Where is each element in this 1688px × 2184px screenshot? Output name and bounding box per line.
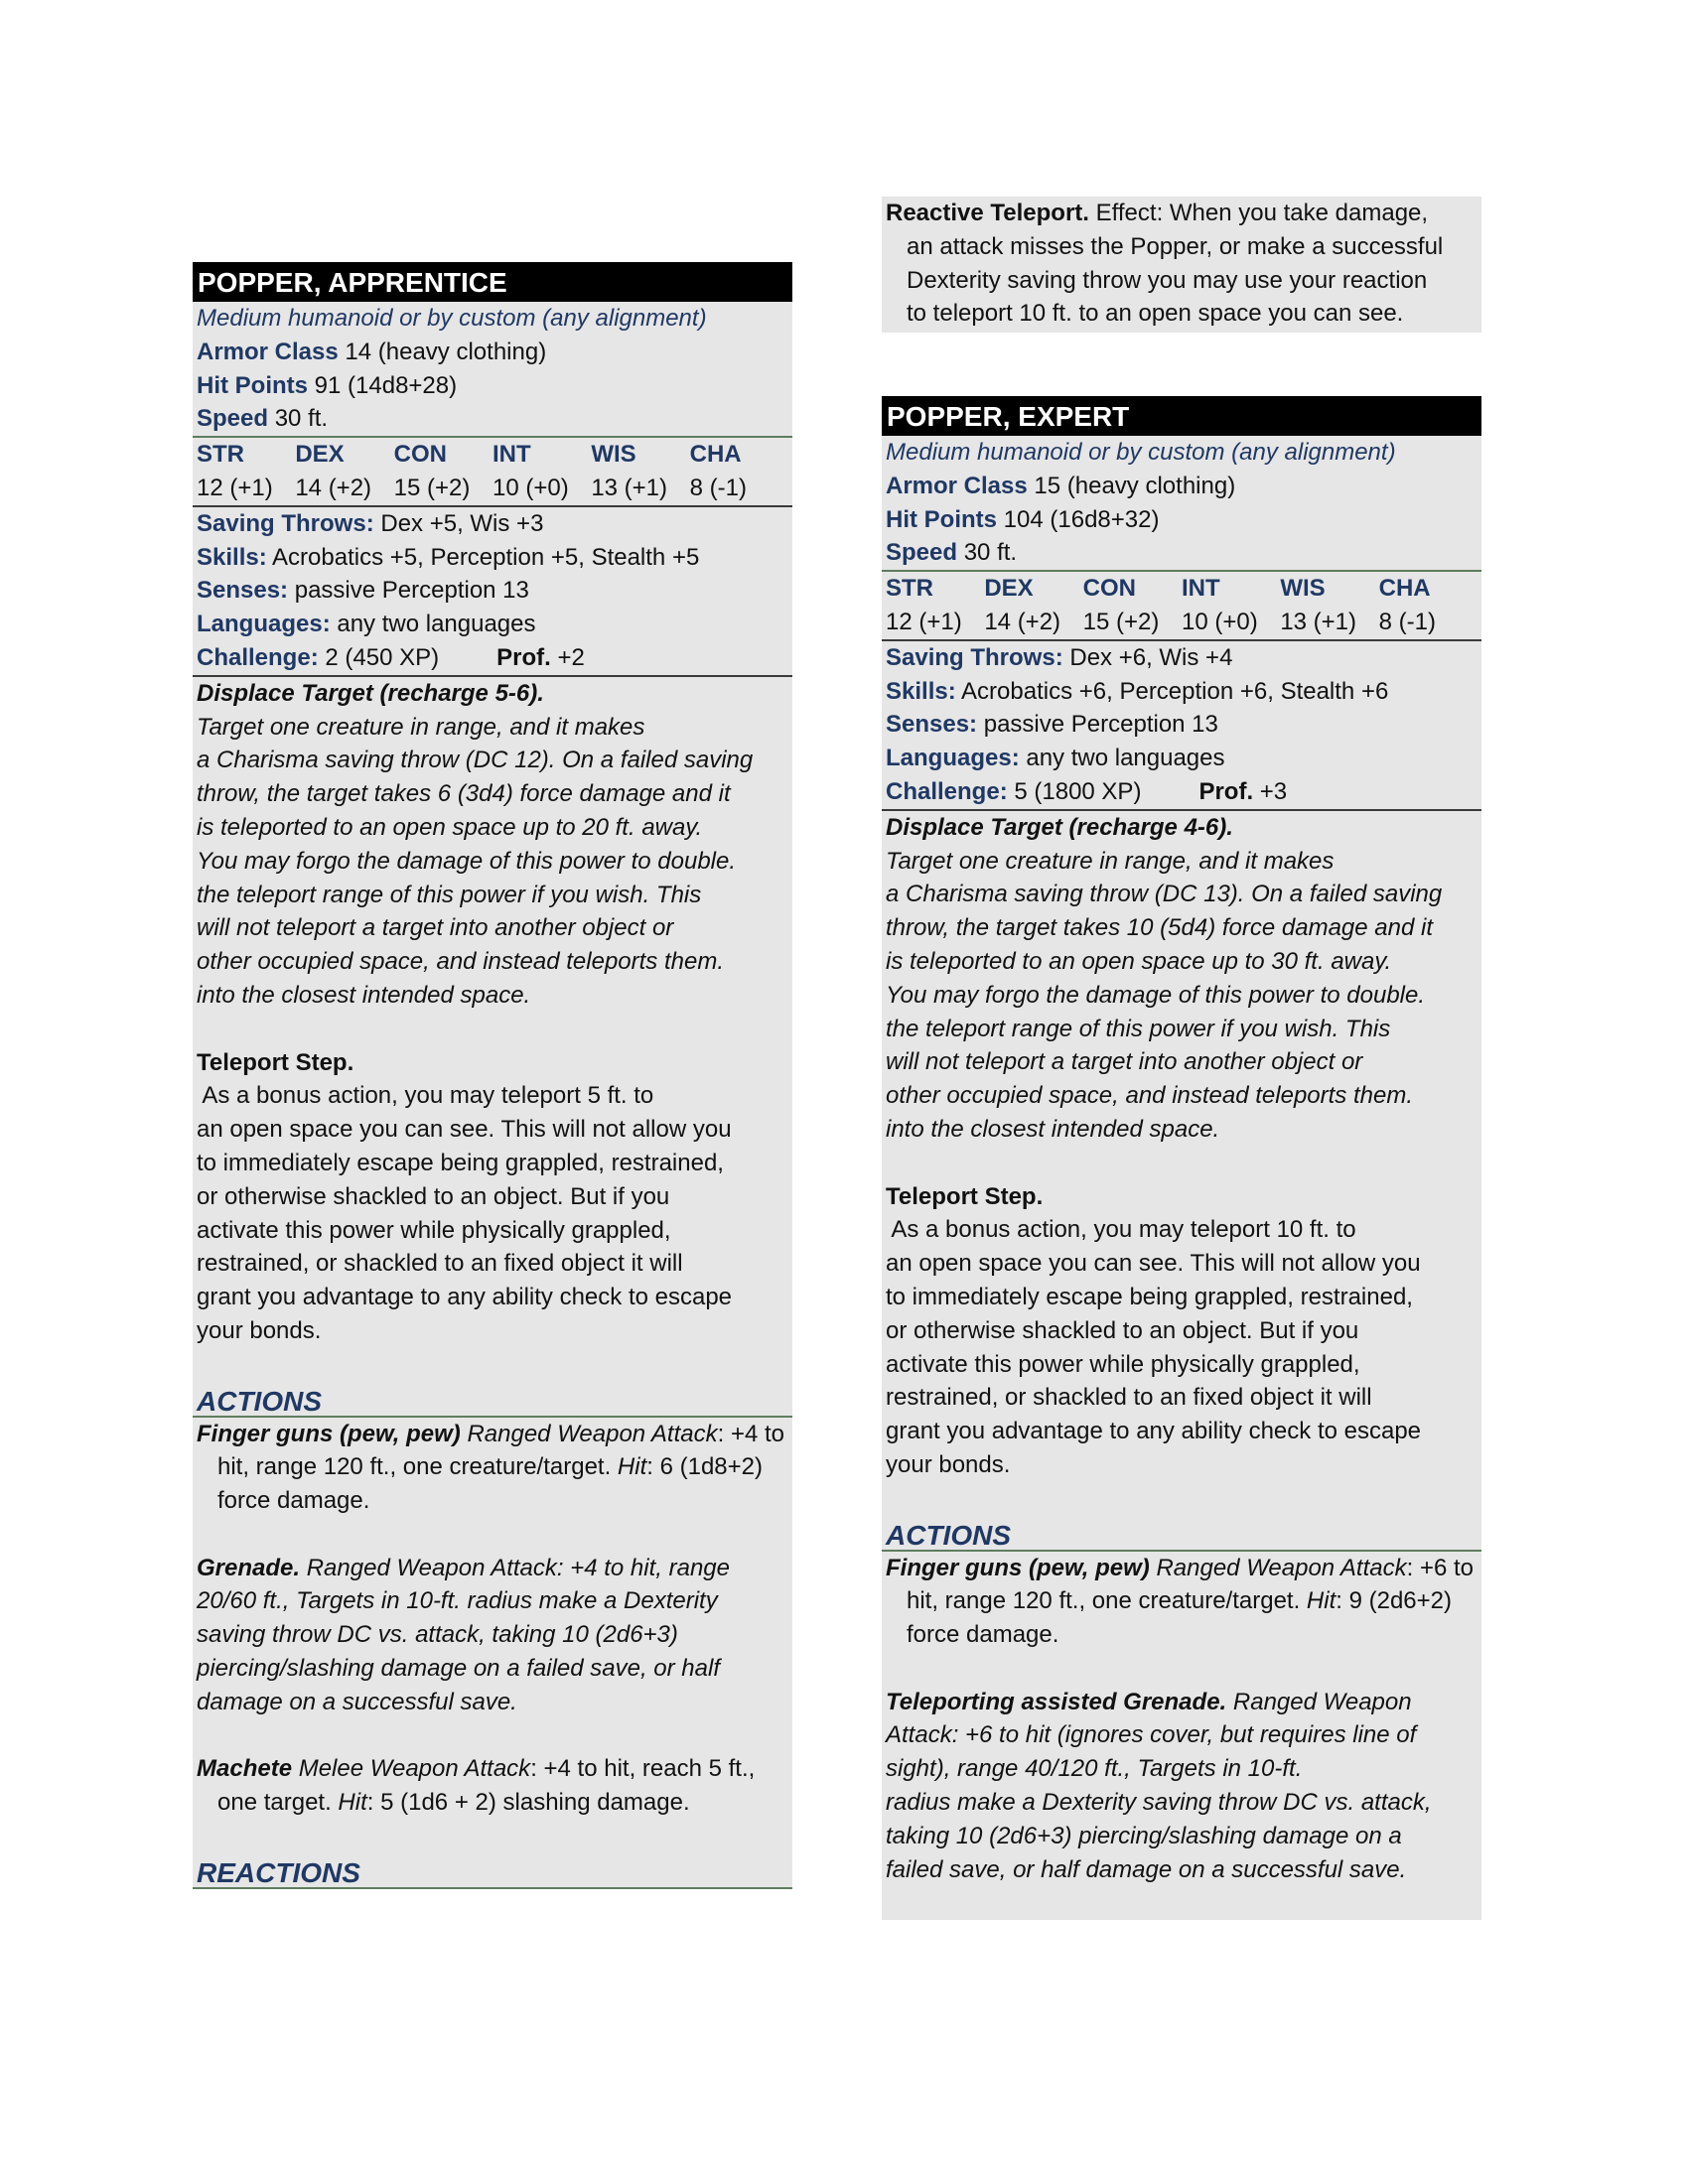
action-line: failed save, or half damage on a successful save. <box>886 1855 1407 1883</box>
speed-label: Speed <box>886 539 958 567</box>
languages-value: any two languages <box>1026 745 1225 772</box>
trait-line: Target one creature in range, and it makes <box>197 713 645 741</box>
trait-line: You may forgo the damage of this power to double. <box>197 847 737 875</box>
action-name: Teleporting assisted Grenade. <box>886 1688 1227 1715</box>
senses-label: Senses: <box>886 711 978 739</box>
ability-header: CON <box>1082 575 1136 603</box>
action-text: : 6 (1d8+2) force damage. <box>217 1453 764 1515</box>
action-line: Ranged Weapon Attack: +4 to hit, range <box>300 1554 730 1581</box>
trait-line: As a bonus action, you may teleport 5 ft. to <box>197 1082 654 1110</box>
action-line: taking 10 (2d6+3) piercing/slashing damage on a <box>886 1822 1402 1849</box>
armor-class-value: 15 (heavy clothing) <box>1034 472 1236 499</box>
challenge-value: 5 (1800 XP) <box>1014 777 1142 805</box>
skills-value: Acrobatics +6, Perception +6, Stealth +6 <box>961 677 1389 705</box>
action-name: Finger guns (pew, pew) <box>886 1554 1150 1581</box>
languages-label: Languages: <box>197 611 331 638</box>
ability-value: 15 (+2) <box>393 474 471 501</box>
reaction-name: Reactive Teleport. <box>886 200 1089 226</box>
trait-name: Displace Target (recharge 5-6). <box>197 679 544 707</box>
reaction-line: Dexterity saving throw you may use your reaction <box>907 266 1428 294</box>
ability-value: 8 (-1) <box>689 474 747 501</box>
action-text: : 9 (2d6+2) force damage. <box>907 1587 1453 1649</box>
ability-scores <box>193 438 792 505</box>
action-text: : 5 (1d6 + 2) slashing damage. <box>366 1789 690 1817</box>
ability-header: WIS <box>591 441 636 469</box>
trait-line: will not teleport a target into another object or <box>197 914 674 942</box>
ability-scores <box>882 572 1481 639</box>
saving-throws-label: Saving Throws: <box>886 643 1063 671</box>
speed-line <box>886 536 1477 570</box>
prof-value: +2 <box>557 643 585 671</box>
creature-type: Medium humanoid or by custom (any alignment) <box>197 305 707 332</box>
languages-value: any two languages <box>337 611 536 638</box>
trait-line: Target one creature in range, and it makes <box>886 847 1335 875</box>
ability-value: 10 (+0) <box>492 474 569 501</box>
action-text: : +4 to hit, range 120 ft., one creature/target. <box>217 1420 785 1481</box>
trait-line: a Charisma saving throw (DC 13). On a failed saving <box>886 881 1443 908</box>
trait-line: You may forgo the damage of this power to double. <box>886 981 1426 1009</box>
trait-line: activate this power while physically grappled, <box>197 1216 671 1244</box>
trait-line: an open space you can see. This will not allow you <box>886 1250 1421 1278</box>
action-line: radius make a Dexterity saving throw DC vs. attack, <box>886 1789 1432 1817</box>
ability-value: 13 (+1) <box>1280 608 1357 635</box>
armor-class-label: Armor Class <box>197 338 339 365</box>
ability-header: INT <box>492 441 531 469</box>
finger-guns-action <box>882 1552 1481 1652</box>
actions-heading: ACTIONS <box>882 1516 1481 1552</box>
speed-value: 30 ft. <box>963 539 1018 567</box>
languages-line <box>886 742 1477 775</box>
trait-line: the teleport range of this power if you wish. This <box>886 1015 1391 1042</box>
finger-guns-action <box>193 1418 792 1518</box>
ability-header: DEX <box>984 575 1034 603</box>
speed-label: Speed <box>197 405 269 433</box>
prof-label: Prof. <box>1198 777 1254 805</box>
machete-action <box>193 1752 792 1820</box>
languages-label: Languages: <box>886 745 1020 772</box>
saving-throws-value: Dex +6, Wis +4 <box>1069 643 1233 671</box>
trait-line: into the closest intended space. <box>197 981 531 1009</box>
ability-value: 14 (+2) <box>295 474 372 501</box>
hit-label: Hit <box>617 1453 647 1481</box>
trait-line: is teleported to an open space up to 30 ft. away. <box>886 947 1392 975</box>
creature-type: Medium humanoid or by custom (any alignment) <box>886 439 1396 466</box>
action-name: Grenade. <box>197 1554 301 1581</box>
saving-throws-line <box>197 507 788 541</box>
senses-value: passive Perception 13 <box>983 711 1218 739</box>
trait-line: or otherwise shackled to an object. But if you <box>886 1316 1359 1344</box>
trait-name: Teleport Step. <box>886 1182 1044 1210</box>
displace-target-trait <box>193 677 792 1013</box>
stat-block-title: POPPER, APPRENTICE <box>193 262 792 302</box>
hit-points-value: 91 (14d8+28) <box>314 371 458 399</box>
trait-line: your bonds. <box>197 1316 322 1344</box>
action-line: saving throw DC vs. attack, taking 10 (2d6+3) <box>197 1621 678 1649</box>
ability-header: STR <box>197 441 244 469</box>
senses-label: Senses: <box>197 577 289 605</box>
action-line: 20/60 ft., Targets in 10-ft. radius make a Dexterity <box>197 1587 718 1615</box>
ability-header: DEX <box>295 441 345 469</box>
trait-line: a Charisma saving throw (DC 12). On a failed saving <box>197 747 754 774</box>
trait-line: restrained, or shackled to an fixed object it will <box>886 1384 1372 1412</box>
ability-header: CHA <box>689 441 742 469</box>
attack-type: Melee Weapon Attack <box>298 1755 531 1783</box>
armor-class-line <box>886 470 1477 503</box>
saving-throws-value: Dex +5, Wis +3 <box>380 509 544 537</box>
trait-name: Teleport Step. <box>197 1048 354 1076</box>
trait-line: throw, the target takes 6 (3d4) force damage and it <box>197 780 731 808</box>
challenge-line <box>886 775 1477 809</box>
trait-line: an open space you can see. This will not allow you <box>197 1116 732 1144</box>
attack-type: Ranged Weapon Attack <box>467 1420 718 1447</box>
action-line: Attack: +6 to hit (ignores cover, but requires line of <box>886 1721 1417 1749</box>
grenade-action <box>882 1686 1481 1887</box>
hit-points-label: Hit Points <box>197 371 308 399</box>
saving-throws-line <box>886 641 1477 675</box>
teleport-step-trait <box>193 1046 792 1348</box>
action-line: sight), range 40/120 ft., Targets in 10-ft. <box>886 1755 1303 1783</box>
action-name: Finger guns (pew, pew) <box>197 1420 461 1447</box>
ability-value: 12 (+1) <box>886 608 962 635</box>
trait-line: the teleport range of this power if you wish. This <box>197 881 702 908</box>
ability-header: INT <box>1181 575 1220 603</box>
skills-label: Skills: <box>197 543 267 571</box>
trait-line: will not teleport a target into another object or <box>886 1048 1363 1076</box>
saving-throws-label: Saving Throws: <box>197 509 374 537</box>
action-line: piercing/slashing damage on a failed save, or half <box>197 1655 720 1683</box>
ability-value: 13 (+1) <box>591 474 668 501</box>
ability-value: 14 (+2) <box>984 608 1061 635</box>
action-text: : +4 to hit, reach 5 ft., one target. <box>217 1755 756 1817</box>
trait-line: grant you advantage to any ability check to escape <box>886 1418 1422 1445</box>
challenge-label: Challenge: <box>886 777 1008 805</box>
ability-value: 8 (-1) <box>1378 608 1436 635</box>
trait-line: is teleported to an open space up to 20 ft. away. <box>197 813 703 841</box>
ability-header: CON <box>393 441 447 469</box>
armor-class-label: Armor Class <box>886 472 1028 499</box>
trait-line: into the closest intended space. <box>886 1115 1220 1143</box>
prof-value: +3 <box>1259 777 1288 805</box>
reaction-line: an attack misses the Popper, or make a successful <box>907 232 1444 260</box>
hit-points-line <box>197 369 788 403</box>
prof-label: Prof. <box>496 643 551 671</box>
armor-class-value: 14 (heavy clothing) <box>345 338 547 365</box>
hit-points-value: 104 (16d8+32) <box>1003 505 1160 533</box>
languages-line <box>197 608 788 641</box>
action-line: Ranged Weapon <box>1226 1688 1412 1715</box>
speed-line <box>197 402 788 436</box>
reactive-teleport-block <box>882 197 1481 333</box>
skills-line <box>886 675 1477 709</box>
hit-points-line <box>886 503 1477 537</box>
hit-label: Hit <box>338 1789 367 1817</box>
ability-value: 12 (+1) <box>197 474 273 501</box>
attack-type: Ranged Weapon Attack <box>1156 1554 1407 1581</box>
trait-line: to immediately escape being grappled, restrained, <box>886 1283 1413 1310</box>
trait-line: activate this power while physically grappled, <box>886 1350 1360 1378</box>
ability-value: 10 (+0) <box>1181 608 1258 635</box>
senses-line <box>886 708 1477 742</box>
speed-value: 30 ft. <box>274 405 329 433</box>
reactions-heading: REACTIONS <box>193 1853 792 1889</box>
challenge-value: 2 (450 XP) <box>325 643 440 671</box>
stat-block-title: POPPER, EXPERT <box>882 396 1481 436</box>
trait-line: restrained, or shackled to an fixed object it will <box>197 1250 683 1278</box>
actions-heading: ACTIONS <box>193 1382 792 1418</box>
ability-value: 15 (+2) <box>1082 608 1160 635</box>
action-line: damage on a successful save. <box>197 1688 517 1715</box>
trait-line: As a bonus action, you may teleport 10 ft. to <box>886 1216 1356 1244</box>
action-name: Machete <box>197 1755 293 1783</box>
trait-name: Displace Target (recharge 4-6). <box>886 813 1233 841</box>
ability-header: STR <box>886 575 933 603</box>
apprentice-stat-block <box>193 262 792 1889</box>
reaction-line: Effect: When you take damage, <box>1095 200 1429 226</box>
ability-header: WIS <box>1280 575 1326 603</box>
armor-class-line <box>197 336 788 369</box>
displace-target-trait <box>882 811 1481 1147</box>
ability-header: CHA <box>1378 575 1431 603</box>
trait-line: your bonds. <box>886 1450 1011 1478</box>
reaction-line: to teleport 10 ft. to an open space you can see. <box>907 300 1404 328</box>
trait-line: to immediately escape being grappled, restrained, <box>197 1149 724 1176</box>
hit-points-label: Hit Points <box>886 505 997 533</box>
trait-line: other occupied space, and instead teleports them. <box>886 1082 1413 1110</box>
challenge-label: Challenge: <box>197 643 319 671</box>
senses-value: passive Perception 13 <box>294 577 529 605</box>
skills-line <box>197 541 788 575</box>
expert-stat-block <box>882 396 1481 1920</box>
trait-line: or otherwise shackled to an object. But if you <box>197 1182 670 1210</box>
skills-value: Acrobatics +5, Perception +5, Stealth +5 <box>272 543 700 571</box>
senses-line <box>197 574 788 608</box>
trait-line: throw, the target takes 10 (5d4) force damage and it <box>886 914 1433 942</box>
grenade-action <box>193 1552 792 1719</box>
skills-label: Skills: <box>886 677 956 705</box>
trait-line: other occupied space, and instead teleports them. <box>197 948 724 976</box>
teleport-step-trait <box>882 1180 1481 1482</box>
trait-line: grant you advantage to any ability check to escape <box>197 1284 733 1311</box>
action-text: : +6 to hit, range 120 ft., one creature/target. <box>907 1554 1475 1615</box>
challenge-line <box>197 641 788 675</box>
hit-label: Hit <box>1306 1587 1336 1615</box>
